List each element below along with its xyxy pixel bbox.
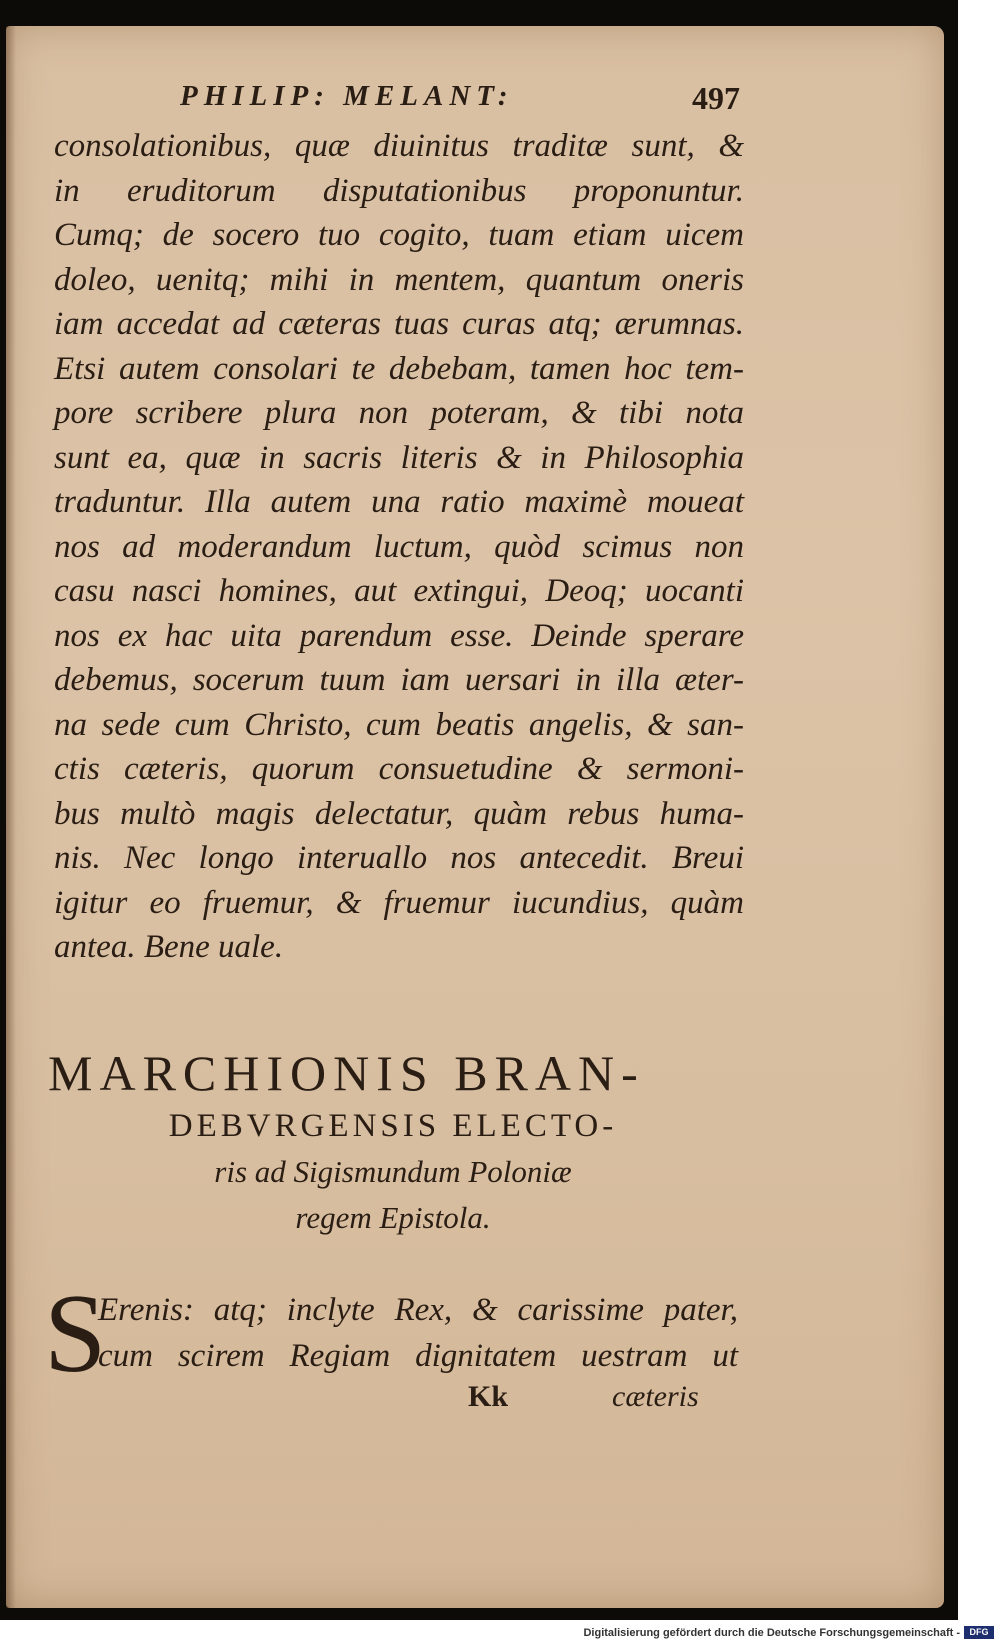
text-line: debemus, socerum tuum iam uersari in illa æter- bbox=[54, 662, 744, 698]
text-line: nos ad moderandum luctum, quòd scimus non bbox=[54, 528, 744, 565]
footer-credit: Digitalisierung gefördert durch die Deutsche Forschungsgemeinschaft - bbox=[583, 1627, 960, 1639]
text-line: casu nasci homines, aut extingui, Deoq; uocanti bbox=[54, 573, 744, 609]
letter-line-2: cum scirem Regiam dignitatem uestram ut bbox=[98, 1338, 738, 1374]
text-line: igitur eo fruemur, & fruemur iucundius, quàm bbox=[54, 884, 744, 921]
signature-mark: Kk bbox=[468, 1380, 509, 1413]
footer-bar bbox=[0, 1620, 1000, 1646]
letter-opening bbox=[44, 1272, 744, 1438]
text-line: in eruditorum disputationibus proponuntur. bbox=[54, 172, 744, 209]
text-line: traduntur. Illa autem una ratio maximè moueat bbox=[54, 484, 744, 520]
catchword: cæteris bbox=[612, 1380, 699, 1413]
section-heading bbox=[48, 1043, 738, 1241]
page-number: 497 bbox=[692, 80, 740, 116]
text-line: nis. Nec longo interuallo nos antecedit. Breui bbox=[54, 840, 744, 876]
heading-line-1: MARCHIONIS BRAN- bbox=[48, 1045, 645, 1101]
body-text bbox=[54, 124, 744, 970]
text-line: Etsi autem consolari te debebam, tamen hoc tem- bbox=[54, 350, 744, 387]
drop-cap: S bbox=[44, 1272, 107, 1396]
text-line: ctis cæteris, quorum consuetudine & sermoni- bbox=[54, 751, 744, 787]
heading-line-3: ris ad Sigismundum Poloniæ bbox=[214, 1154, 572, 1189]
dfg-logo: DFG bbox=[964, 1626, 994, 1639]
letter-line-1: Erenis: atq; inclyte Rex, & carissime pater, bbox=[98, 1292, 738, 1328]
text-line: na sede cum Christo, cum beatis angelis, & san- bbox=[54, 706, 744, 743]
page-gutter-shadow bbox=[6, 26, 16, 1608]
text-line: Cumq; de socero tuo cogito, tuam etiam uicem bbox=[54, 217, 744, 253]
text-line: pore scribere plura non poteram, & tibi nota bbox=[54, 395, 744, 431]
heading-line-4: regem Epistola. bbox=[295, 1200, 491, 1235]
text-line: sunt ea, quæ in sacris literis & in Philosophia bbox=[54, 439, 744, 476]
running-head-title: PHILIP: MELANT: bbox=[180, 80, 514, 112]
text-line: nos ex hac uita parendum esse. Deinde sperare bbox=[54, 617, 744, 654]
text-line: iam accedat ad cæteras tuas curas atq; ærumnas. bbox=[54, 306, 744, 342]
heading-line-2: DEBVRGENSIS ELECTO- bbox=[168, 1108, 618, 1144]
text-line: antea. Bene uale. bbox=[54, 929, 284, 965]
text-line: bus multò magis delectatur, quàm rebus huma- bbox=[54, 795, 744, 832]
running-head bbox=[180, 80, 740, 120]
text-line: doleo, uenitq; mihi in mentem, quantum oneris bbox=[54, 261, 744, 298]
text-line: consolationibus, quæ diuinitus traditæ sunt, & bbox=[54, 128, 744, 164]
